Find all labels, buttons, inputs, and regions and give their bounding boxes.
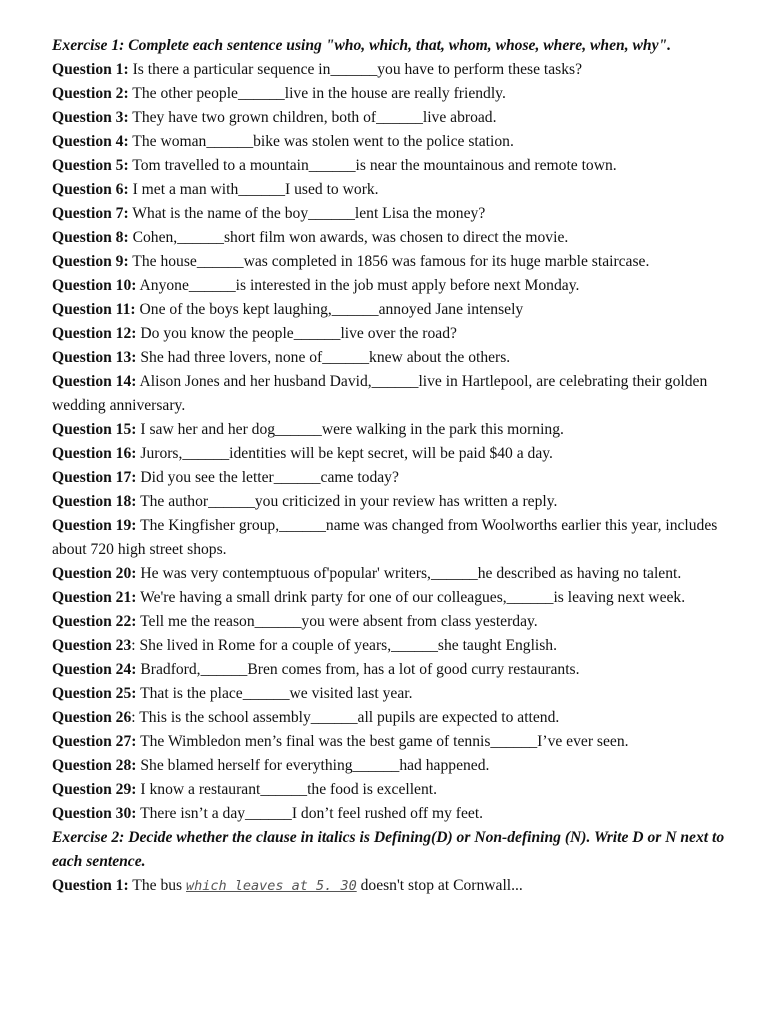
exercise-1-question-17 xyxy=(52,466,738,490)
exercise-2-heading xyxy=(52,826,738,874)
question-text: Jurors,______identities will be kept secret, will be paid $40 a day. xyxy=(136,445,553,462)
exercise-1-question-list xyxy=(52,58,738,826)
question-label: Question 3: xyxy=(52,109,129,126)
exercise-1-question-29 xyxy=(52,778,738,802)
question-label: Question 5: xyxy=(52,157,129,174)
question-label: Question 26 xyxy=(52,709,132,726)
question-text: I saw her and her dog______were walking in the park this morning. xyxy=(136,421,564,438)
exercise-1-question-25 xyxy=(52,682,738,706)
exercise-1-question-5 xyxy=(52,154,738,178)
question-label: Question 21: xyxy=(52,589,137,606)
question-text: He was very contemptuous of'popular' writers,______he described as having no talent. xyxy=(136,565,682,582)
question-label: Question 15: xyxy=(52,421,137,438)
exercise-2-question-1 xyxy=(52,874,738,898)
question-label: Question 4: xyxy=(52,133,129,150)
question-label: Question 16: xyxy=(52,445,137,462)
question-label: Question 18: xyxy=(52,493,137,510)
question-text: I met a man with______I used to work. xyxy=(128,181,379,198)
question-text: : This is the school assembly______all pupils are expected to attend. xyxy=(131,709,560,726)
exercise-1-question-18 xyxy=(52,490,738,514)
question-text: Bradford,______Bren comes from, has a lot of good curry restaurants. xyxy=(136,661,580,678)
exercise-1-label: Exercise 1 xyxy=(52,37,120,54)
question-text: That is the place______we visited last year. xyxy=(136,685,413,702)
question-text: She had three lovers, none of______knew about the others. xyxy=(136,349,511,366)
question-text: The Wimbledon men’s final was the best game of tennis______I’ve ever seen. xyxy=(136,733,629,750)
question-text: The house______was completed in 1856 was famous for its huge marble staircase. xyxy=(128,253,650,270)
exercise-1-question-9 xyxy=(52,250,738,274)
exercise-1-heading xyxy=(52,34,738,58)
exercise-1-question-13 xyxy=(52,346,738,370)
question-text: The woman______bike was stolen went to the police station. xyxy=(128,133,514,150)
exercise-1-question-12 xyxy=(52,322,738,346)
exercise-1-question-26 xyxy=(52,706,738,730)
exercise-1-question-6 xyxy=(52,178,738,202)
question-text: We're having a small drink party for one of our colleagues,______is leaving next week. xyxy=(136,589,686,606)
question-label: Question 22: xyxy=(52,613,137,630)
exercise-1-question-11 xyxy=(52,298,738,322)
question-text: There isn’t a day______I don’t feel rushed off my feet. xyxy=(136,805,484,822)
exercise-1-question-19 xyxy=(52,514,738,562)
question-label: Question 7: xyxy=(52,205,129,222)
question-label: Question 13: xyxy=(52,349,137,366)
question-label: Question 27: xyxy=(52,733,137,750)
question-text: They have two grown children, both of______live abroad. xyxy=(128,109,497,126)
question-text: One of the boys kept laughing,______annoyed Jane intensely xyxy=(135,301,524,318)
question-text: The Kingfisher group,______name was changed from Woolworths earlier this year, includes about 720 high street shops. xyxy=(52,517,718,558)
question-label: Question 6: xyxy=(52,181,129,198)
question-text: The author______you criticized in your review has written a reply. xyxy=(136,493,558,510)
question-text: The other people______live in the house are really friendly. xyxy=(128,85,506,102)
exercise-1-question-30 xyxy=(52,802,738,826)
question-text: Is there a particular sequence in______you have to perform these tasks? xyxy=(128,61,583,78)
question-label: Question 11: xyxy=(52,301,136,318)
question-label: Question 12: xyxy=(52,325,137,342)
question-text-before: The bus xyxy=(128,877,187,894)
exercise-1-question-21 xyxy=(52,586,738,610)
question-label: Question 24: xyxy=(52,661,137,678)
question-text: Tom travelled to a mountain______is near the mountainous and remote town. xyxy=(128,157,617,174)
exercise-1-question-23 xyxy=(52,634,738,658)
question-label: Question 14: xyxy=(52,373,137,390)
exercise-1-instruction: : Complete each sentence using "who, which, that, whom, whose, where, when, why". xyxy=(119,37,672,54)
exercise-1-question-1 xyxy=(52,58,738,82)
question-label: Question 10: xyxy=(52,277,137,294)
question-label: Question 8: xyxy=(52,229,129,246)
question-label: Question 19: xyxy=(52,517,137,534)
question-text: Tell me the reason______you were absent from class yesterday. xyxy=(136,613,538,630)
exercise-1-question-28 xyxy=(52,754,738,778)
exercise-1-question-2 xyxy=(52,82,738,106)
question-text: I know a restaurant______the food is excellent. xyxy=(136,781,438,798)
italic-clause: which leaves at 5. 30 xyxy=(186,878,357,894)
question-label: Question 25: xyxy=(52,685,137,702)
question-text: : She lived in Rome for a couple of years,______she taught English. xyxy=(131,637,557,654)
question-text: Did you see the letter______came today? xyxy=(136,469,399,486)
question-label: Question 9: xyxy=(52,253,129,270)
exercise-1-question-15 xyxy=(52,418,738,442)
exercise-1-question-3 xyxy=(52,106,738,130)
question-label: Question 30: xyxy=(52,805,137,822)
exercise-1-question-8 xyxy=(52,226,738,250)
exercise-1-question-7 xyxy=(52,202,738,226)
question-text: What is the name of the boy______lent Lisa the money? xyxy=(128,205,486,222)
question-label: Question 20: xyxy=(52,565,137,582)
exercise-2-label: Exercise 2 xyxy=(52,829,120,846)
exercise-1-question-22 xyxy=(52,610,738,634)
exercise-1-question-4 xyxy=(52,130,738,154)
exercise-1-question-14 xyxy=(52,370,738,418)
question-label: Question 1: xyxy=(52,61,129,78)
exercise-1-question-27 xyxy=(52,730,738,754)
exercise-1-question-16 xyxy=(52,442,738,466)
question-text-after: doesn't stop at Cornwall... xyxy=(356,877,523,894)
exercise-1-question-10 xyxy=(52,274,738,298)
exercise-2-instruction: : Decide whether the clause in italics is Defining(D) or Non-defining (N). Write D or N next to each sentence. xyxy=(52,829,725,870)
exercise-1-question-20 xyxy=(52,562,738,586)
question-label: Question 2: xyxy=(52,85,129,102)
question-text: She blamed herself for everything______had happened. xyxy=(136,757,490,774)
question-label: Question 28: xyxy=(52,757,137,774)
question-label: Question 17: xyxy=(52,469,137,486)
question-label: Question 1: xyxy=(52,877,129,894)
question-text: Do you know the people______live over the road? xyxy=(136,325,457,342)
question-text: Alison Jones and her husband David,______live in Hartlepool, are celebrating their golden wedding anniversary. xyxy=(52,373,708,414)
question-text: Anyone______is interested in the job must apply before next Monday. xyxy=(136,277,580,294)
question-label: Question 29: xyxy=(52,781,137,798)
question-label: Question 23 xyxy=(52,637,132,654)
question-text: Cohen,______short film won awards, was chosen to direct the movie. xyxy=(128,229,569,246)
exercise-1-question-24 xyxy=(52,658,738,682)
